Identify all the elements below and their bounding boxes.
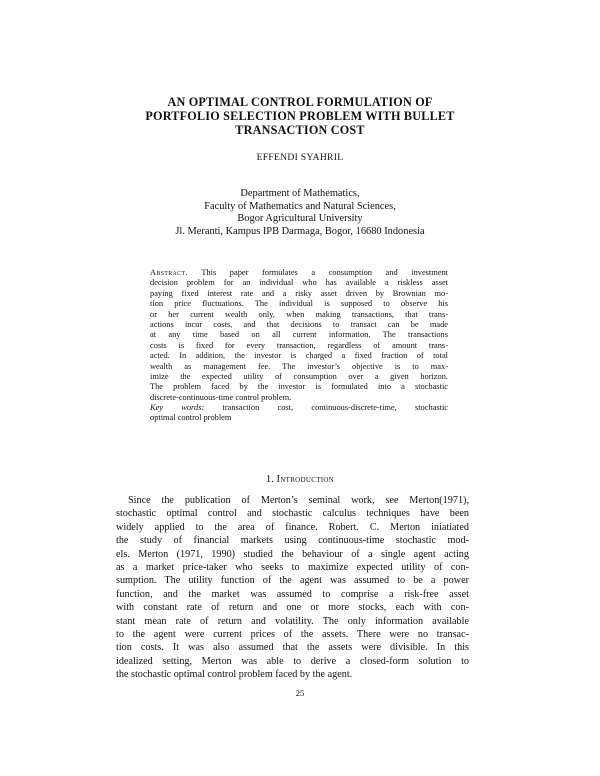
abstract-line: at any time based on all current information. The transactions (150, 330, 448, 340)
abstract-line: wealth as management fee. The investor’s objective is to max- (150, 361, 448, 371)
abstract-line: tion price fluctuations. The individual is supposed to observe his (150, 299, 448, 309)
affiliation-line: Jl. Meranti, Kampus IPB Darmaga, Bogor, 16680 Indonesia (175, 225, 425, 237)
body-line: stant mean rate of return and volatility. The only information available (116, 615, 469, 627)
section-title: Introduction (276, 474, 335, 485)
section-heading (0, 474, 600, 485)
body-text (116, 494, 469, 681)
abstract-line: discrete-continuous-time control problem. (150, 392, 292, 402)
abstract-line (150, 268, 448, 278)
abstract-line: The problem faced by the investor is formulated into a stochastic (150, 382, 448, 392)
body-line: function, and the market was assumed to comprise a risk-free asset (116, 588, 469, 600)
abstract (150, 268, 448, 424)
body-line: the stochastic optimal control problem faced by the agent. (116, 669, 353, 681)
body-line: as a market price-taker who seeks to maximize expected utility of con- (116, 561, 469, 573)
body-line: tion costs. It was also assumed that the assets were divisible. In this (116, 642, 469, 654)
body-line: idealized setting, Merton was able to derive a closed-form solution to (116, 655, 469, 667)
abstract-line: costs is fixed for every transaction, regardless of amount trans- (150, 340, 448, 350)
body-line: to the agent were current prices of the assets. There were no transac- (116, 628, 469, 640)
title-line: PORTFOLIO SELECTION PROBLEM WITH BULLET (145, 109, 455, 123)
affiliation (0, 188, 600, 238)
keywords-line: optimal control problem (150, 413, 232, 423)
abstract-text: This paper formulates a consumption and investment (201, 268, 448, 277)
abstract-line: paying fixed interest rate and a risky asset driven by Brownian mo- (150, 288, 448, 298)
keywords-text: transaction cost, continuous-discrete-time, stochastic (222, 403, 448, 413)
abstract-label: Abstract. (150, 268, 188, 277)
body-line: the study of financial markets using continuous-time stochastic mod- (116, 535, 469, 547)
abstract-line: actions incur costs, and that decisions to transact can be made (150, 319, 448, 329)
section-number: 1. (265, 474, 274, 485)
body-line: widely applied to the area of finance. Robert. C. Merton iniatiated (116, 521, 469, 533)
body-line: els. Merton (1971, 1990) studied the behaviour of a single agent acting (116, 548, 469, 560)
abstract-line: or her current wealth only, when making transactions, that trans- (150, 309, 448, 319)
abstract-line: imize the expected utility of consumption over a given horizon. (150, 371, 448, 381)
keywords-label: Key words: (150, 403, 205, 413)
body-line: Since the publication of Merton’s seminal work, see Merton(1971), (128, 495, 469, 506)
affiliation-line: Faculty of Mathematics and Natural Sciences, (204, 200, 396, 212)
affiliation-line: Department of Mathematics, (240, 188, 360, 199)
title-line: TRANSACTION COST (235, 123, 365, 137)
title-line: AN OPTIMAL CONTROL FORMULATION OF (167, 95, 433, 109)
abstract-line: acted. In addition, the investor is charged a fixed fraction of total (150, 351, 448, 361)
affiliation-line: Bogor Agricultural University (237, 213, 363, 225)
paper-title (100, 95, 500, 137)
body-line: with constant rate of return and one or more stocks, each with con- (116, 602, 469, 614)
page-number: 25 (295, 688, 305, 698)
abstract-line: decision problem for an individual who has available a riskless asset (150, 278, 448, 288)
body-line: stochastic optimal control and stochastic calculus techniques have been (116, 508, 469, 520)
keywords-line (150, 403, 448, 413)
author-name: EFFENDI SYAHRIL (256, 152, 344, 163)
body-line: sumption. The utility function of the agent was assumed to be a power (116, 575, 469, 587)
